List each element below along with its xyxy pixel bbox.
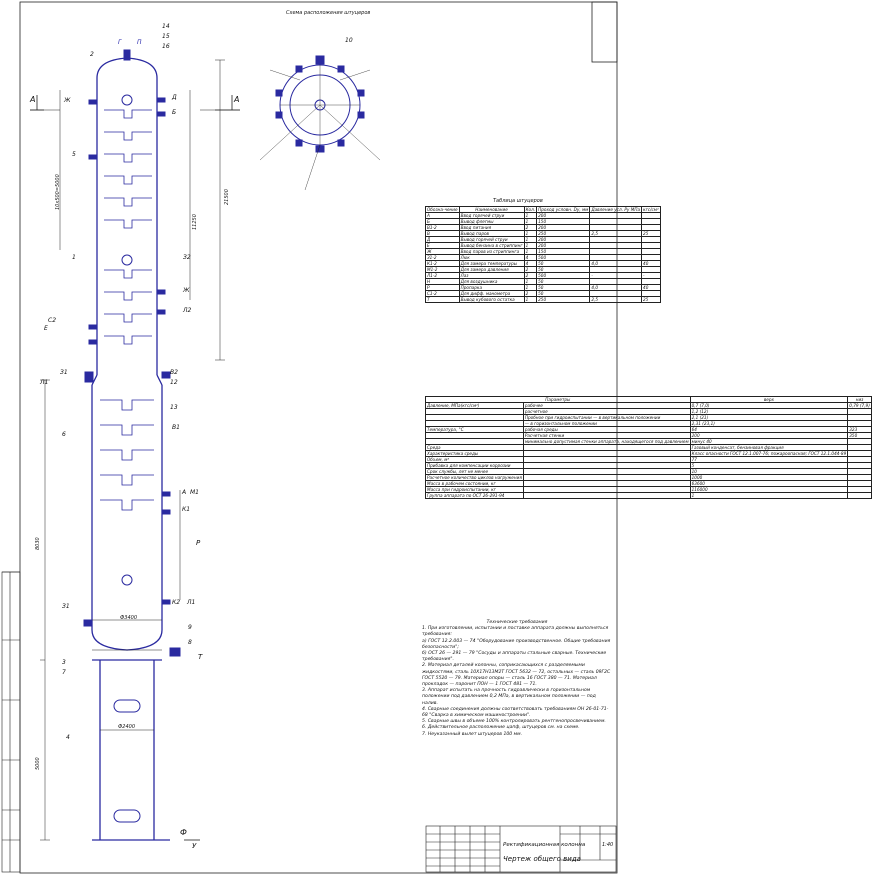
table-cell: Расчетное количество циклов нагружения (427, 475, 522, 480)
left-margin-boxes (2, 572, 20, 872)
label-z1b: З1 (62, 603, 70, 610)
callout-2: 2 (90, 51, 94, 58)
table-cell: 2,5 (590, 231, 642, 237)
dim-lower-section: 8030 (35, 537, 41, 550)
label-v2: В2 (170, 369, 178, 376)
table-cell: 200 (537, 213, 590, 219)
table-cell: Б (426, 219, 460, 225)
table-cell: Расчетная стенки (523, 433, 690, 439)
callout-4: 4 (66, 734, 70, 741)
table-cell (848, 493, 872, 499)
label-v1: В1 (172, 424, 180, 431)
table-cell: 77 (690, 457, 848, 463)
table-cell: 1 (524, 285, 537, 291)
table-cell: Группа аппарата по ОСТ 26-291-94 (426, 493, 524, 499)
note-line: а) ГОСТ 12.2.003 — 74 "Оборудование производственное. Общие требования безопасности"; (422, 638, 611, 650)
table-cell: расчетное (523, 409, 690, 415)
table-cell: З1-2 (426, 255, 460, 261)
label-b: Б (172, 109, 177, 116)
callout-16: 16 (162, 43, 170, 50)
table-cell: 2,1 (21) (690, 415, 848, 421)
table-cell: 4,0 (590, 285, 642, 291)
table-cell: Температура, °С (426, 427, 524, 433)
table-cell: Объем, м³ (426, 457, 524, 463)
table-cell: Характеристика среды (426, 451, 524, 457)
technical-requirements (422, 620, 612, 738)
table-cell: 150 (537, 219, 590, 225)
table-cell: Е (426, 243, 460, 249)
table-cell: минус 40 (690, 439, 848, 445)
table-cell: Давление, МПа(кгс/см²) (426, 403, 524, 409)
table-cell: Масса в рабочем состоянии, кг (426, 481, 524, 487)
nozzle-scheme (276, 56, 364, 152)
table-cell: К1-2 (426, 261, 460, 267)
label-zh2: Ж (183, 287, 190, 294)
note-line: 4. Сварные соединения должны соответствовать требованиям ОН 26-01-71-68 "Сварка в химическом машиностроении". (422, 706, 609, 719)
callout-10: 10 (345, 37, 353, 44)
table-cell: 1 (524, 249, 537, 255)
callout-7: 7 (62, 669, 66, 676)
table-cell: Вывод паров (459, 231, 524, 237)
corner-box (592, 2, 617, 62)
param-table (425, 396, 872, 499)
table-cell: 40 (642, 285, 661, 291)
table-cell: Ввод горячей струи (459, 213, 524, 219)
top-head (97, 58, 157, 78)
table-cell: 50 (537, 285, 590, 291)
callout-12: 12 (170, 379, 178, 386)
table-cell: Для дифф. манометра (459, 291, 524, 297)
table-cell: 4 (524, 261, 537, 267)
table-cell: 116000 (690, 487, 848, 493)
table-cell: 323 (848, 427, 872, 433)
table-cell (523, 493, 690, 499)
nozzles (84, 50, 180, 656)
label-a: А (182, 489, 187, 496)
table-cell: 1 (524, 213, 537, 219)
table-row (426, 493, 872, 499)
table-cell: Вывод горячей струи (459, 237, 524, 243)
table-cell: 500 (537, 273, 590, 279)
table-cell: 200 (537, 237, 590, 243)
table-cell: 250 (537, 297, 590, 303)
note-line: 1. При изготовлении, испытании и поставке аппарата должны выполняться требования: (422, 626, 609, 638)
label-e: Е (44, 325, 48, 332)
title-block-grid (426, 826, 616, 872)
table-cell: 50 (537, 267, 590, 273)
table-cell: 1 (524, 219, 537, 225)
dim-skirt: 5000 (35, 757, 41, 770)
table-cell: Вывод бензина в стриппинг (460, 243, 523, 248)
col-header: Параметры (426, 397, 691, 403)
table-cell: 0,79 (7,9) (849, 403, 870, 408)
dim-dia-upper: Ф2400 (118, 724, 136, 730)
callout-15: 15 (162, 33, 170, 40)
table-cell: Л1-2 (426, 273, 460, 279)
label-t: Т (198, 653, 203, 661)
table-cell: 10 (690, 469, 848, 475)
table-cell: 1,2 (12) (690, 409, 848, 415)
callout-14: 14 (162, 23, 170, 30)
label-u: У (192, 842, 197, 850)
table-cell: 350 (848, 433, 872, 439)
dim-upper-section: 11250 (192, 214, 198, 230)
table-cell: Пропарка (459, 285, 524, 291)
callout-6: 6 (62, 431, 66, 438)
table-cell: 1 (524, 231, 537, 237)
lower-trays (100, 400, 154, 510)
table-cell: 1 (524, 237, 537, 243)
label-g: Г (118, 39, 122, 46)
col-header: низ (848, 397, 872, 403)
table-cell: 1 (524, 243, 537, 249)
label-zh: Ж (64, 97, 71, 104)
table-cell: 1 (524, 279, 537, 285)
col-header: кгс/см² (643, 207, 659, 212)
table-cell: Прибавка для компенсации коррозии (426, 463, 524, 469)
note-line: 2. Материал деталей колонны, соприкасающихся с разделяемыми жидкостями, сталь 10Х17Н13М2Т ГОСТ 5632 — 72, остальных — сталь 09Г2С ГОСТ 5520 — 79. Материал опоры — сталь 16 ГОСТ 380 — 71. Материал прокладок — паронит ПОН — 1 ГОСТ 481 — 71. (422, 663, 611, 688)
table-cell: — в горизонтальном положении (523, 421, 690, 427)
dim-tray-pitch: 10x500=5000 (55, 174, 61, 210)
col-header: верх (690, 397, 848, 403)
table-cell: Класс опасности ГОСТ 12.1.007-76; пожароопасная; ГОСТ 12.1.044-89 (691, 451, 847, 456)
table-cell: Срок службы, лет не менее (426, 469, 524, 475)
table-cell: 4 (524, 255, 537, 261)
table-cell: 50 (537, 261, 590, 267)
label-k2: К2 (172, 599, 181, 606)
dim-dia-lower: Ф3400 (120, 615, 138, 621)
table-cell: Лаз (459, 273, 524, 279)
scheme-title: Схема расположения штуцеров (286, 10, 371, 16)
label-p: П (137, 39, 142, 46)
table-cell: Для замера давления (459, 267, 524, 273)
table-cell: С1-2 (426, 291, 460, 297)
table-cell: 250 (537, 231, 590, 237)
table-cell: 4,0 (590, 261, 642, 267)
note-line: б) ОСТ 26 — 291 — 79 "Сосуды и аппараты стальные сварные. Технические требования". (422, 651, 607, 663)
label-l1: Л1 (40, 379, 49, 386)
manholes (114, 95, 140, 822)
label-l1b: Л1 (187, 599, 196, 606)
label-l2: Л2 (183, 307, 192, 314)
table-cell: А (426, 213, 460, 219)
table-cell: 2,5 (590, 297, 642, 303)
table-cell: Пробное при гидроиспытании — в вертикальном положении (523, 415, 690, 421)
nozzle-table-title: Таблица штуцеров (493, 198, 543, 204)
label-f: Ф (180, 828, 187, 837)
nozzle-table (425, 206, 661, 303)
table-cell: Вывод кубового остатка (459, 297, 524, 303)
label-k1: К1 (182, 506, 191, 513)
table-cell: 5 (690, 463, 848, 469)
table-cell: 63600 (690, 481, 848, 487)
table-cell: 200 (537, 243, 590, 249)
table-cell: рабочее (523, 403, 690, 409)
table-cell: В1-2 (426, 225, 460, 231)
table-cell: 1000 (690, 475, 848, 481)
table-cell: - (642, 273, 661, 279)
table-cell: Для воздушника (459, 279, 524, 285)
table-cell: Газовый конденсат, бензиновая фракция (690, 445, 848, 451)
table-cell: Вывод флегмы (459, 219, 524, 225)
dim-total-height: 21500 (224, 189, 230, 205)
label-z2: З2 (183, 254, 191, 261)
notes-title: Технические требования (486, 620, 548, 625)
table-cell: - (590, 273, 642, 279)
note-line: 7. Неуказанный вылет штуцеров 100 мм. (422, 731, 523, 737)
callout-1: 1 (72, 254, 76, 261)
table-cell: Т (426, 297, 460, 303)
col-header: Проход условн. Dу, мм (538, 207, 589, 212)
table-cell: 64 (690, 427, 848, 433)
label-z1: З1 (60, 369, 68, 376)
note-line: 3. Аппарат испытать на прочность гидравлически в горизонтальном положении под давлением 0,2 МПа, в вертикальном положении — под налив. (422, 688, 596, 706)
table-cell: Д (426, 237, 460, 243)
table-cell: Для замера температуры (459, 261, 524, 267)
table-cell: Р (426, 285, 460, 291)
table-cell: Ввод паров из стриппинга (459, 249, 524, 255)
table-cell: 50 (537, 279, 590, 285)
table-cell: Ввод питания (459, 225, 524, 231)
upper-trays (104, 110, 152, 344)
note-line: 5. Сварные швы в объеме 100% контролировать рентгенопросвечиванием. (422, 719, 606, 725)
table-cell: 25 (642, 297, 661, 303)
table-cell: 200 (690, 433, 848, 439)
section-a-left: А (30, 95, 36, 104)
table-cell: 2,31 (23,1) (690, 421, 848, 427)
table-row (426, 297, 661, 303)
col-header: Наименование (459, 207, 524, 213)
col-header: Обозна-чение (427, 207, 458, 212)
table-cell: 40 (642, 261, 661, 267)
table-cell: 500 (537, 255, 590, 261)
note-line: 6. Действительное расположение цапф, штуцеров см. на схеме. (422, 725, 580, 731)
table-cell: Масса при гидроиспытании, кг (426, 487, 524, 493)
label-r: Р (196, 539, 201, 547)
label-m1: М1 (190, 489, 199, 496)
table-cell: М1-2 (426, 267, 460, 273)
table-cell: 2 (524, 267, 537, 273)
table-cell: 2 (524, 273, 537, 279)
table-cell: рабочая среды (523, 427, 690, 433)
section-a-right: А (234, 95, 240, 104)
table-cell: 2 (524, 291, 537, 297)
table-cell: Среда (426, 445, 524, 451)
label-d: Д (172, 94, 177, 101)
title-block-scale: 1:40 (602, 842, 614, 848)
col-header: Давление усл. Ру МПа (591, 207, 641, 212)
table-cell: В (426, 231, 460, 237)
table-cell: 150 (537, 249, 590, 255)
col-header: Кол. (525, 207, 536, 212)
title-block-doc: Чертеж общего вида (503, 855, 581, 863)
label-s2: С2 (48, 317, 57, 324)
table-cell: Н (426, 279, 460, 285)
callout-9: 9 (188, 624, 192, 631)
table-cell: 0,7 (7,0) (690, 403, 848, 409)
table-cell: 200 (537, 225, 590, 231)
table-cell: минимально допустимая стенки аппарата, находящегося под давлением (524, 439, 689, 444)
table-cell: Люк (459, 255, 524, 261)
section-arrows (30, 95, 240, 110)
callout-3: 3 (62, 659, 66, 666)
column-vessel (92, 58, 170, 840)
callout-8: 8 (188, 639, 192, 646)
title-block-name: Ректификационная колонна (503, 842, 586, 848)
table-cell: 1 (524, 297, 537, 303)
callout-13: 13 (170, 404, 178, 411)
table-cell: Ж (426, 249, 460, 255)
table-cell: 50 (537, 291, 590, 297)
table-cell: 25 (642, 231, 661, 237)
table-cell: 2 (524, 225, 537, 231)
table-cell: 1 (690, 493, 848, 499)
callout-5: 5 (72, 151, 76, 158)
